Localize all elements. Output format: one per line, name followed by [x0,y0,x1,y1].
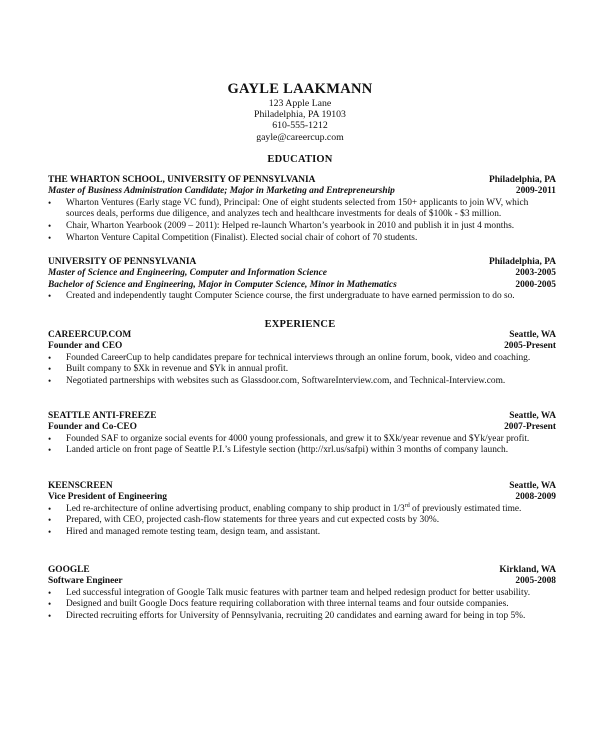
bullet-item: • Directed recruiting efforts for University of Pennsylvania, recruiting 20 candidates and earning award for being in top 5%. [48,611,556,623]
degree: Master of Science and Engineering, Computer and Information Science [48,268,327,279]
school-location: Philadelphia, PA [488,257,556,267]
bullet-item: • Founded SAF to organize social events for 4000 young professionals, and grew it to $Xk/year revenue and $Yk/year profit. [48,434,556,446]
company-location: Seattle, WA [509,330,556,340]
school-location: Philadelphia, PA [488,175,556,185]
bullet-text: Led re-architecture of online advertising product, enabling company to ship product in 1/3 [66,503,405,514]
bullet-item: • Negotiated partnerships with websites such as Glassdoor.com, SoftwareInterview.com, and Technical-Interview.com. [48,376,556,388]
degree-dates: 2000-2005 [515,279,556,290]
bullet-item [48,504,556,516]
bullet-item: • Led successful integration of Google Talk music features with partner team and helped redesign product for better usability. [48,588,556,600]
job-dates: 2007-Present [504,422,556,433]
address-line-1: 123 Apple Lane [268,98,332,109]
job-dates: 2005-Present [504,341,556,352]
job-role: Founder and CEO [48,341,123,352]
bullet-item: • Founded CareerCup to help candidates prepare for technical interviews through an online forum, book, video and coaching. [48,353,556,365]
resume-header [0,80,600,143]
company-location: Kirkland, WA [499,565,556,575]
company-location: Seattle, WA [509,411,556,421]
company-name: KEENSCREEN [48,481,113,491]
company-location: Seattle, WA [509,481,556,491]
job-keenscreen [48,481,556,539]
company-name: SEATTLE ANTI-FREEZE [48,411,157,421]
job-seattle-anti-freeze [48,411,556,457]
degree-dates: 2009-2011 [515,186,556,197]
bullet-item: • Created and independently taught Computer Science course, the first undergraduate to have earned permission to do so. [48,291,556,303]
degree: Master of Business Administration Candidate; Major in Marketing and Entrepreneurship [48,186,395,197]
job-role: Vice President of Engineering [48,492,167,503]
job-google [48,565,556,623]
bullet-list [48,353,556,388]
job-role: Founder and Co-CEO [48,422,137,433]
bullet-item: • Prepared, with CEO, projected cash-flow statements for three years and cut expected costs by 30%. [48,515,556,527]
ordinal-suffix: rd [404,502,410,509]
education-penn [48,257,556,303]
bullet-list [48,504,556,539]
bullet-list [48,588,556,623]
education-heading: EDUCATION [267,154,333,165]
education-wharton [48,175,556,244]
job-dates: 2005-2008 [515,576,556,587]
bullet-text: of previously estimated time. [409,503,522,514]
bullet-item: • Chair, Wharton Yearbook (2009 – 2011): Helped re-launch Wharton’s yearbook in 2010 and publish it in just 4 months. [48,221,556,233]
email-address: gayle@careercup.com [256,131,344,143]
job-dates: 2008-2009 [515,492,556,503]
address-line-2: Philadelphia, PA 19103 [254,109,346,121]
phone-number: 610-555-1212 [272,120,328,132]
bullet-item: • Wharton Ventures (Early stage VC fund), Principal: One of eight students selected from 150+ applicants to join WV, which sources deals, performs due diligence, and analyzes tech and healthcare investments for deals of $100k - $3 million. [48,198,556,221]
job-careercup [48,330,556,388]
bullet-item: • Wharton Venture Capital Competition (Finalist). Elected social chair of cohort of 70 students. [48,233,556,245]
experience-heading: EXPERIENCE [264,319,336,330]
job-role: Software Engineer [48,576,123,587]
school-name: THE WHARTON SCHOOL, UNIVERSITY OF PENNSYLVANIA [48,175,316,185]
company-name: GOOGLE [48,565,90,575]
bullet-item: • Built company to $Xk in revenue and $Yk in annual profit. [48,364,556,376]
bullet-item: • Landed article on front page of Seattle P.I.’s Lifestyle section (http://xrl.us/safpi) within 3 months of company launch. [48,445,556,457]
school-name: UNIVERSITY OF PENNSYLVANIA [48,257,197,267]
candidate-name: GAYLE LAAKMANN [227,81,373,97]
bullet-item: • Designed and built Google Docs feature requiring collaboration with three internal teams and four outside companies. [48,599,556,611]
company-name: CAREERCUP.COM [48,330,132,340]
bullet-list [48,291,556,303]
bullet-list [48,198,556,244]
degree: Bachelor of Science and Engineering, Major in Computer Science, Minor in Mathematics [48,279,397,290]
bullet-item: • Hired and managed remote testing team, design team, and assistant. [48,527,556,539]
bullet-list [48,434,556,457]
degree-dates: 2003-2005 [515,268,556,279]
